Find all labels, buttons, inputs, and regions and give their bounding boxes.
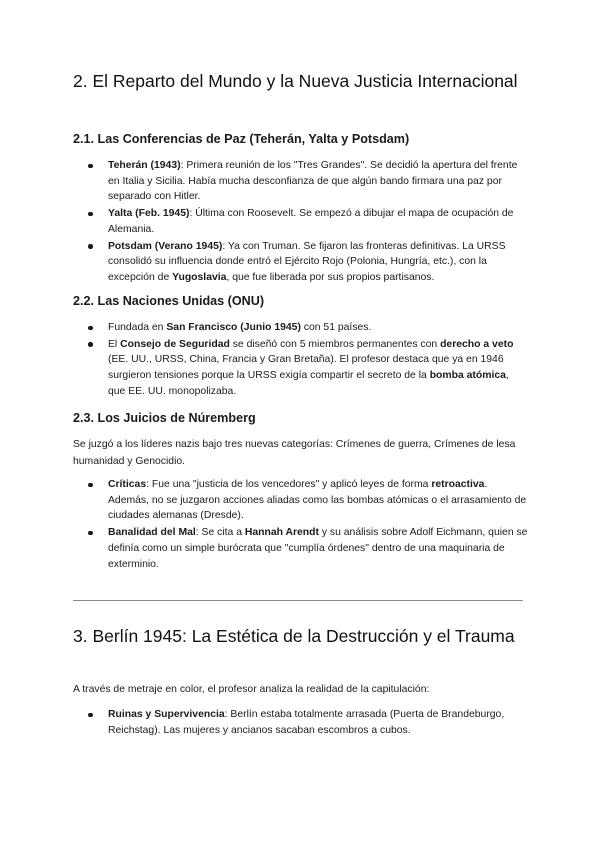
list-item: Potsdam (Verano 1945): Ya con Truman. Se fijaron las fronteras definitivas. La URSS consolidó su influencia donde entró el Ejército Rojo (Polonia, Hungría, etc.), con la excepción de Yugoslavia, que fue liberada por sus propios partisanos. (88, 239, 528, 286)
bullet-icon (88, 244, 93, 249)
list-item: Banalidad del Mal: Se cita a Hannah Arendt y su análisis sobre Adolf Eichmann, quien se definía como un simple burócrata que "cumplía órdenes" dentro de una maquinaria de exterminio. (88, 525, 528, 572)
conferences-list (88, 158, 528, 287)
bullet-icon (88, 212, 93, 217)
subsection-2-2-title: 2.2. Las Naciones Unidas (ONU) (73, 294, 265, 308)
nuremberg-list (88, 477, 528, 573)
nuremberg-intro: Se juzgó a los líderes nazis bajo tres nuevas categorías: Crímenes de guerra, Crímenes de lesa humanidad y Genocidio. (73, 439, 516, 467)
list-item: Críticas: Fue una "justicia de los vencedores" y aplicó leyes de forma retroactiva. Además, no se juzgaron acciones aliadas como las bombas atómicas o el arrasamiento de ciudades alemanas (Dresde). (88, 477, 528, 524)
bullet-icon (88, 164, 93, 169)
subsection-2-3-title: 2.3. Los Juicios de Núremberg (73, 411, 256, 425)
berlin-list (88, 707, 528, 739)
section-2-title: 2. El Reparto del Mundo y la Nueva Justicia Internacional (73, 71, 518, 91)
list-item: Teherán (1943): Primera reunión de los "Tres Grandes". Se decidió la apertura del frente en Italia y Sicilia. Había mucha desconfianza de que algún bando firmara una paz por separado con Hitler. (88, 158, 528, 205)
berlin-intro: A través de metraje en color, el profesor analiza la realidad de la capitulación: (73, 684, 430, 695)
bullet-icon (88, 342, 93, 347)
bullet-icon (88, 326, 93, 331)
bullet-icon (88, 713, 93, 718)
section-3-title: 3. Berlín 1945: La Estética de la Destrucción y el Trauma (73, 626, 515, 646)
subsection-2-1-title: 2.1. Las Conferencias de Paz (Teherán, Yalta y Potsdam) (73, 132, 410, 146)
list-item: Fundada en San Francisco (Junio 1945) con 51 países. (88, 320, 528, 336)
list-item: Ruinas y Supervivencia: Berlín estaba totalmente arrasada (Puerta de Brandeburgo, Reichstag). Las mujeres y ancianos sacaban escombros a cubos. (88, 707, 528, 738)
list-item: El Consejo de Seguridad se diseñó con 5 miembros permanentes con derecho a veto (EE. UU., URSS, China, Francia y Gran Bretaña). El profesor destaca que ya en 1946 surgieron tensiones porque la URSS exigía compartir el secreto de la bomba atómica, que EE. UU. monopolizaba. (88, 337, 528, 400)
list-item: Yalta (Feb. 1945): Última con Roosevelt. Se empezó a dibujar el mapa de ocupación de Alemania. (88, 206, 528, 237)
un-list (88, 320, 528, 401)
bullet-icon (88, 531, 93, 536)
bullet-icon (88, 483, 93, 488)
horizontal-divider (73, 600, 523, 601)
